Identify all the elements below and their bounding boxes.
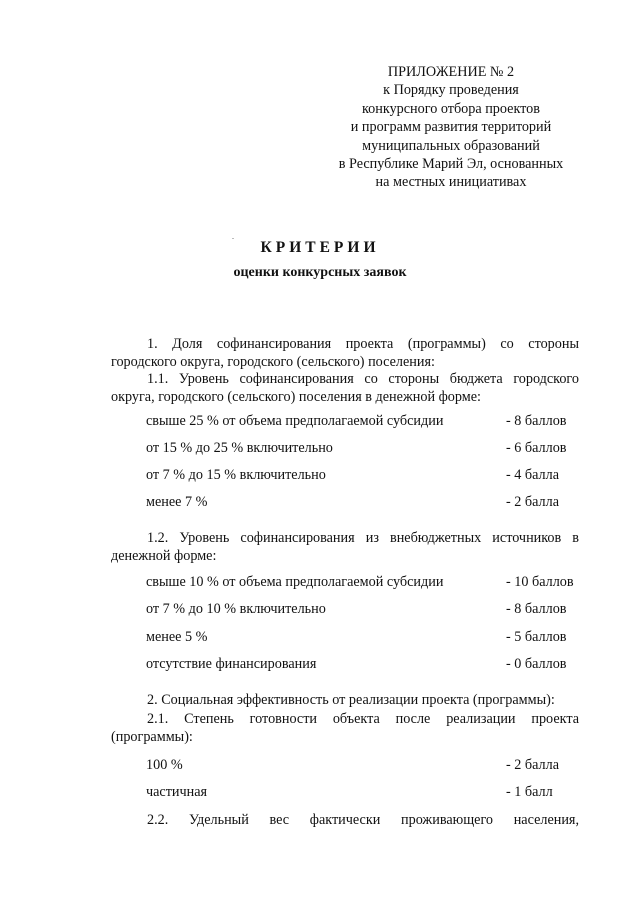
criteria-row [146, 629, 586, 647]
criteria-row [146, 601, 586, 619]
criteria-points: - 2 балла [506, 757, 560, 773]
criteria-label: от 7 % до 10 % включительно [146, 601, 326, 617]
document-title: КРИТЕРИИ [260, 239, 380, 256]
criteria-label: 100 % [146, 757, 183, 773]
section1-intro: 1. Доля софинансирования проекта (программы) со стороны городского округа, городского (сельского) поселения: [111, 336, 579, 370]
appendix-header [316, 63, 586, 192]
criteria-points: - 0 баллов [506, 656, 567, 672]
criteria-row [146, 784, 586, 802]
criteria-row [146, 757, 586, 775]
section2-sub1: 2.1. Степень готовности объекта после реализации проекта (программы): [111, 711, 579, 745]
criteria-label: менее 7 % [146, 494, 208, 510]
section1-sub1: 1.1. Уровень софинансирования со стороны бюджета городского округа, городского (сельского) поселения в денежной форме: [111, 371, 579, 405]
criteria-row [146, 494, 586, 512]
criteria-label: свыше 10 % от объема предполагаемой субсидии [146, 574, 444, 590]
appendix-line: ПРИЛОЖЕНИЕ № 2 [387, 64, 515, 80]
criteria-points: - 8 баллов [506, 413, 567, 429]
criteria-points: - 8 баллов [506, 601, 567, 617]
section1-sub2: 1.2. Уровень софинансирования из внебюджетных источников в денежной форме: [111, 530, 579, 564]
document-subtitle: оценки конкурсных заявок [233, 265, 407, 280]
section2-intro: 2. Социальная эффективность от реализации проекта (программы): [147, 692, 555, 708]
criteria-row [146, 440, 586, 458]
criteria-row [146, 574, 586, 592]
criteria-points: - 10 баллов [506, 574, 574, 590]
appendix-line: муниципальных образований [362, 137, 540, 154]
criteria-points: - 5 баллов [506, 629, 567, 645]
criteria-label: частичная [146, 784, 208, 800]
criteria-points: - 6 баллов [506, 440, 567, 456]
appendix-line: в Республике Марий Эл, основанных [338, 156, 564, 173]
criteria-row [146, 467, 586, 485]
criteria-points: - 2 балла [506, 494, 560, 510]
criteria-row [146, 413, 586, 431]
appendix-line: конкурсного отбора проектов [362, 100, 540, 117]
criteria-label: от 7 % до 15 % включительно [146, 467, 326, 483]
appendix-line: к Порядку проведения [383, 82, 519, 99]
criteria-points: - 4 балла [506, 467, 560, 483]
criteria-label: свыше 25 % от объема предполагаемой субсидии [146, 413, 444, 429]
criteria-label: отсутствие финансирования [146, 656, 317, 672]
appendix-line: на местных инициативах [375, 174, 527, 191]
section2-sub2: 2.2. Удельный вес фактически проживающего населения, [147, 812, 579, 828]
criteria-row [146, 656, 586, 674]
criteria-label: менее 5 % [146, 629, 208, 645]
criteria-points: - 1 балл [506, 784, 553, 800]
appendix-line: и программ развития территорий [350, 119, 552, 136]
criteria-label: от 15 % до 25 % включительно [146, 440, 333, 456]
